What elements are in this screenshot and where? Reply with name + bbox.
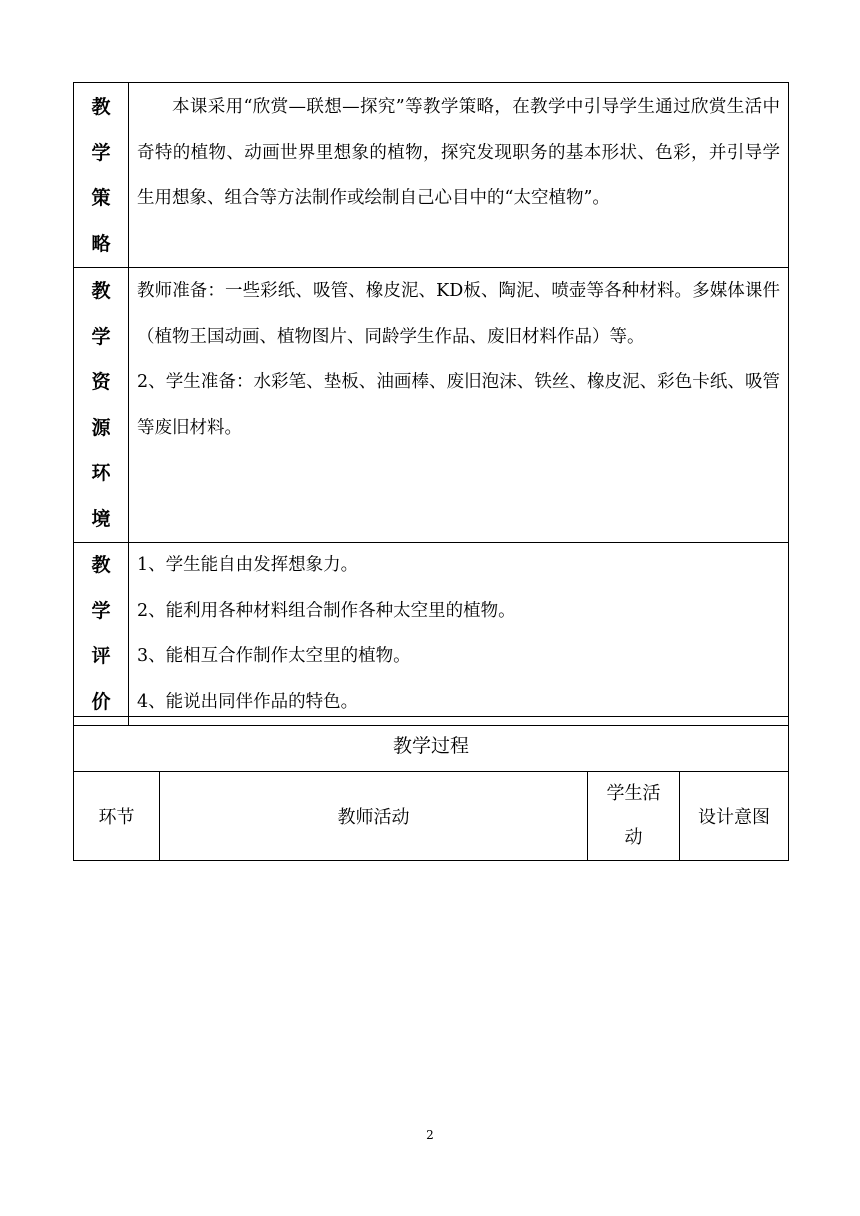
- evaluation-label: [74, 543, 129, 726]
- evaluation-content: [129, 543, 789, 726]
- header-teacher-activity: 教师活动: [160, 772, 588, 861]
- label-char: 价: [91, 690, 111, 713]
- student-prep-text: 2、学生准备：水彩笔、垫板、油画棒、废旧泡沫、铁丝、橡皮泥、彩色卡纸、吸管等废旧材料。: [137, 372, 780, 438]
- strategy-row: [74, 83, 789, 268]
- header-stage: 环节: [74, 772, 160, 861]
- header-design-intent: 设计意图: [680, 772, 789, 861]
- label-char: 学: [91, 599, 111, 622]
- teacher-prep-text: 教师准备：一些彩纸、吸管、橡皮泥、KD板、陶泥、喷壶等各种材料。多媒体课件（植物王国动画、植物图片、同龄学生作品、废旧材料作品）等。: [137, 281, 780, 347]
- header-student-line2: 动: [624, 827, 643, 848]
- label-char: 教: [91, 554, 111, 576]
- label-char: 学: [91, 325, 111, 348]
- label-char: 教: [91, 96, 111, 118]
- label-char: 教: [91, 280, 111, 302]
- label-char: 策: [91, 187, 111, 209]
- resources-content: [129, 268, 789, 543]
- label-char: 评: [91, 645, 111, 667]
- label-char: 源: [91, 416, 111, 439]
- evaluation-item: 1、学生能自由发挥想象力。: [137, 555, 359, 575]
- label-char: 境: [91, 507, 111, 530]
- strategy-label: [74, 83, 129, 268]
- label-char: 学: [91, 141, 111, 164]
- process-header-row: [74, 772, 789, 861]
- resources-row: [74, 268, 789, 543]
- evaluation-item: 2、能利用各种材料组合制作各种太空里的植物。: [137, 600, 516, 621]
- evaluation-item: 4、能说出同伴作品的特色。: [137, 691, 359, 712]
- evaluation-row: [74, 543, 789, 726]
- lesson-plan-table: [73, 82, 789, 726]
- teaching-process-table: [73, 716, 789, 861]
- label-char: 资: [91, 371, 111, 393]
- label-char: 略: [91, 232, 111, 255]
- strategy-content: [129, 83, 789, 268]
- evaluation-item: 3、能相互合作制作太空里的植物。: [137, 646, 411, 666]
- page-number: 2: [426, 1128, 434, 1142]
- header-student-line1: 学生活: [606, 783, 661, 804]
- header-student-activity: [588, 772, 680, 861]
- process-title: 教学过程: [74, 717, 789, 772]
- resources-label: [74, 268, 129, 543]
- label-char: 环: [91, 462, 111, 484]
- process-title-row: [74, 717, 789, 772]
- strategy-text: 本课采用“欣赏—联想—探究”等教学策略，在教学中引导学生通过欣赏生活中奇特的植物、动画世界里想象的植物，探究发现职务的基本形状、色彩，并引导学生用想象、组合等方法制作或绘制自己心目中的“太空植物”。: [137, 97, 780, 208]
